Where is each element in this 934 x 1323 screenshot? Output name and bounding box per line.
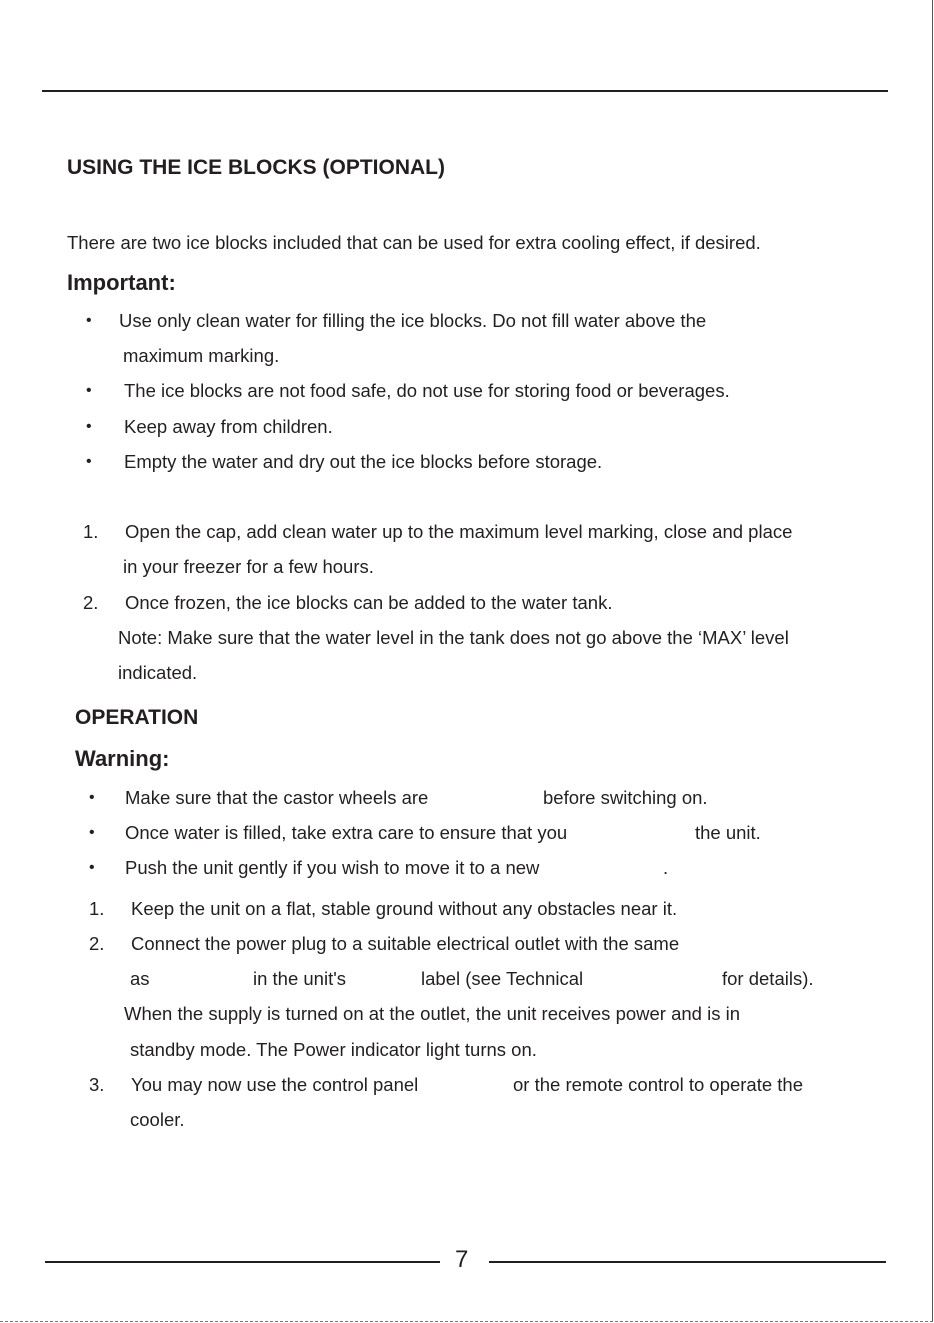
step-fragment: in the unit's: [253, 968, 347, 989]
bullet-marker: •: [89, 789, 95, 806]
important-heading: Important:: [67, 270, 176, 295]
bullet-marker: •: [89, 824, 95, 841]
footer-rule-left: [45, 1261, 440, 1263]
page-number: 7: [455, 1246, 469, 1273]
bullet-marker: •: [86, 418, 92, 435]
list-item-continuation: maximum marking.: [123, 345, 280, 366]
warning-item-fragment: the unit.: [695, 822, 761, 843]
warning-item: Make sure that the castor wheels are: [125, 787, 429, 808]
step-number: 3.: [89, 1074, 105, 1095]
bullet-marker: •: [86, 312, 92, 329]
top-rule: [42, 90, 888, 92]
note-text-continuation: indicated.: [118, 662, 198, 683]
step-text-continuation: standby mode. The Power indicator light turns on.: [130, 1039, 537, 1060]
step-text: You may now use the control panel: [131, 1074, 419, 1095]
step-number: 2.: [83, 592, 99, 613]
list-item: Keep away from children.: [124, 416, 333, 437]
note-text: Note: Make sure that the water level in the tank does not go above the ‘MAX’ level: [118, 627, 789, 648]
bullet-marker: •: [86, 382, 92, 399]
step-text: Once frozen, the ice blocks can be added to the water tank.: [125, 592, 613, 613]
intro-text: There are two ice blocks included that can be used for extra cooling effect, if desired.: [67, 232, 761, 253]
warning-heading: Warning:: [75, 746, 170, 771]
step-text: Keep the unit on a flat, stable ground without any obstacles near it.: [131, 898, 678, 919]
warning-item: Push the unit gently if you wish to move it to a new: [125, 857, 540, 878]
bullet-marker: •: [86, 453, 92, 470]
section-title-operation: OPERATION: [75, 706, 199, 729]
warning-item-fragment: .: [663, 857, 669, 878]
step-number: 1.: [83, 521, 99, 542]
list-item: The ice blocks are not food safe, do not use for storing food or beverages.: [124, 380, 730, 401]
step-text-continuation: cooler.: [130, 1109, 185, 1130]
list-item: Use only clean water for filling the ice blocks. Do not fill water above the: [119, 310, 707, 331]
step-number: 2.: [89, 933, 105, 954]
list-item: Empty the water and dry out the ice blocks before storage.: [124, 451, 603, 472]
step-fragment: label (see Technical: [421, 968, 584, 989]
warning-item-fragment: before switching on.: [543, 787, 708, 808]
footer-rule-right: [489, 1261, 886, 1263]
step-fragment: or the remote control to operate the: [513, 1074, 804, 1095]
step-fragment: as: [130, 968, 150, 989]
step-text-continuation: When the supply is turned on at the outlet, the unit receives power and is in: [124, 1003, 741, 1024]
step-text: Open the cap, add clean water up to the maximum level marking, close and place: [125, 521, 793, 542]
step-fragment: for details).: [722, 968, 814, 989]
warning-item: Once water is filled, take extra care to ensure that you: [125, 822, 568, 843]
bullet-marker: •: [89, 859, 95, 876]
step-number: 1.: [89, 898, 105, 919]
section-title-ice-blocks: USING THE ICE BLOCKS (OPTIONAL): [67, 156, 445, 179]
step-text-continuation: in your freezer for a few hours.: [123, 556, 374, 577]
step-text: Connect the power plug to a suitable electrical outlet with the same: [131, 933, 680, 954]
